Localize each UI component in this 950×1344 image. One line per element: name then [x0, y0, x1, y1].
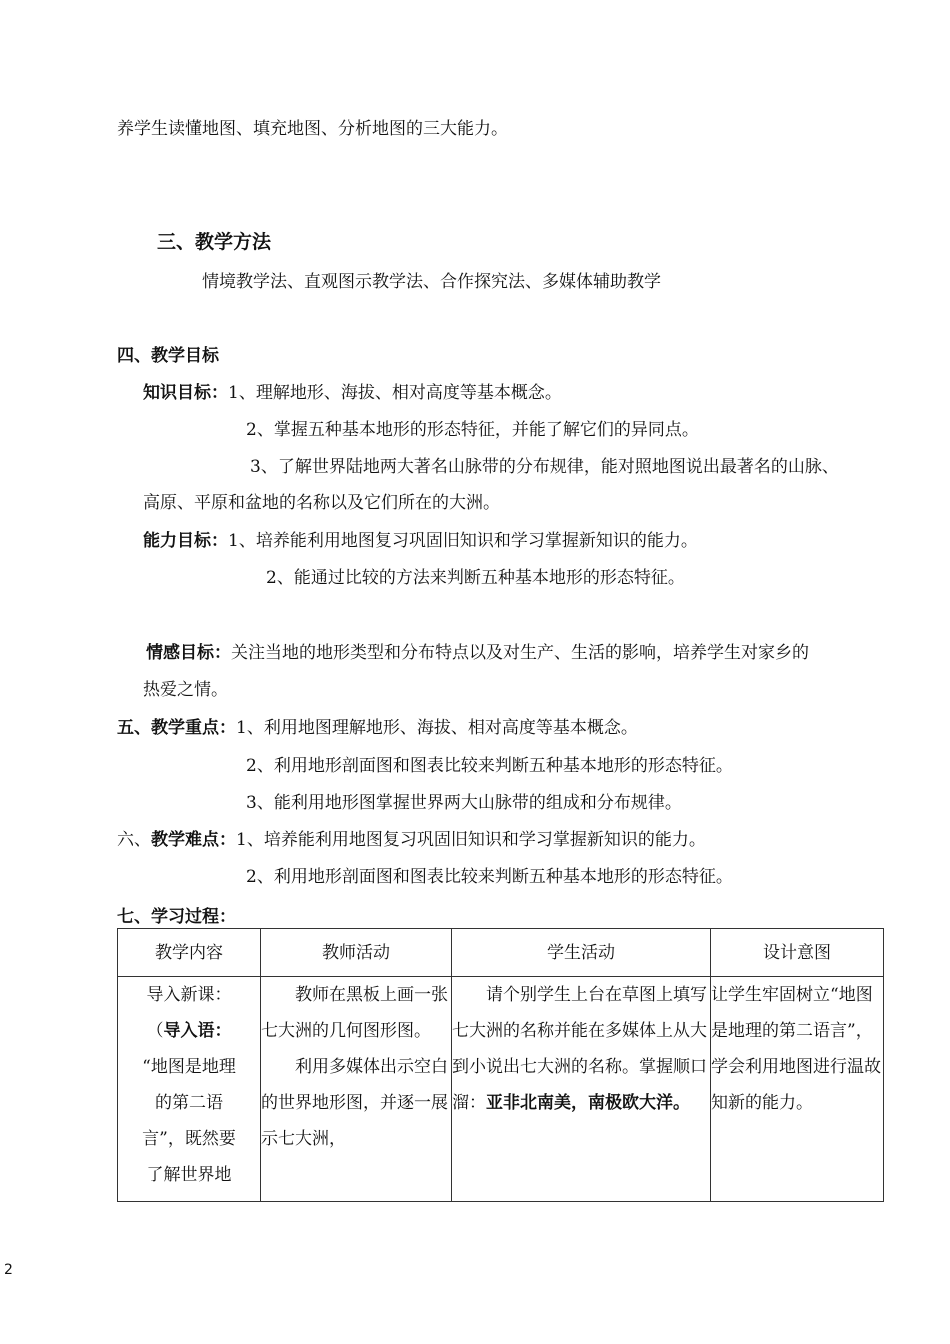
- student-paragraph: [452, 977, 710, 1121]
- header-student-activity: 学生活动: [452, 929, 711, 977]
- cell-student-activity: [452, 977, 711, 1202]
- key-point-2: 2、利用地形剖面图和图表比较来判断五种基本地形的形态特征。: [246, 756, 733, 776]
- header-design-intent: 设计意图: [711, 929, 884, 977]
- section-3-body: 情境教学法、直观图示教学法、合作探究法、多媒体辅助教学: [202, 272, 661, 292]
- content-bold-label: 导入语：: [163, 1021, 232, 1041]
- knowledge-goal-item-1: 1、理解地形、海拔、相对高度等基本概念。: [228, 383, 562, 403]
- knowledge-goal-label: 知识目标：: [143, 383, 228, 403]
- cell-teacher-activity: [261, 977, 452, 1202]
- section-7-heading: 七、学习过程：: [117, 907, 236, 927]
- knowledge-goal-line-1: [143, 382, 562, 404]
- ability-goal-item-1: 1、培养能利用地图复习巩固旧知识和学习掌握新知识的能力。: [228, 531, 698, 551]
- header-teacher-activity: 教师活动: [261, 929, 452, 977]
- key-point-3: 3、能利用地形图掌握世界两大山脉带的组成和分布规律。: [246, 793, 682, 813]
- section-6-number: 六、: [117, 830, 151, 850]
- cell-teaching-content: [118, 977, 261, 1202]
- difficulty-1: 1、培养能利用地图复习巩固旧知识和学习掌握新知识的能力。: [236, 830, 706, 850]
- section-5-heading: 五、教学重点：: [117, 718, 236, 738]
- student-mnemonic: 亚非北南美，南极欧大洋。: [486, 1093, 690, 1113]
- intro-tail-text: 养学生读懂地图、填充地图、分析地图的三大能力。: [117, 119, 508, 139]
- learning-process-table: [117, 928, 884, 1202]
- content-line: 的第二语: [155, 1093, 223, 1113]
- section-3-heading: 三、教学方法: [157, 231, 272, 253]
- key-point-1: 1、利用地图理解地形、海拔、相对高度等基本概念。: [236, 718, 638, 738]
- table-header-row: [118, 929, 884, 977]
- ability-goal-line-1: [143, 530, 698, 552]
- emotion-goal-text-a: 关注当地的地形类型和分布特点以及对生产、生活的影响，培养学生对家乡的: [231, 643, 809, 663]
- section-6-line-1: [117, 829, 706, 851]
- section-4-heading: 四、教学目标: [117, 346, 219, 366]
- intent-text: 让学生牢固树立“地图是地理的第二语言”，学会利用地图进行温故知新的能力。: [711, 985, 881, 1113]
- content-title: 导入新课：: [146, 985, 232, 1005]
- ability-goal-label: 能力目标：: [143, 531, 228, 551]
- knowledge-goal-item-3b: 高原、平原和盆地的名称以及它们所在的大洲。: [143, 493, 500, 513]
- knowledge-goal-item-3a: 3、了解世界陆地两大著名山脉带的分布规律，能对照地图说出最著名的山脉、: [250, 457, 839, 477]
- content-line: “地图是地理: [142, 1057, 236, 1077]
- cell-design-intent: [711, 977, 884, 1202]
- difficulty-2: 2、利用地形剖面图和图表比较来判断五种基本地形的形态特征。: [246, 867, 733, 887]
- emotion-goal-label: 情感目标：: [146, 643, 231, 663]
- ability-goal-item-2: 2、能通过比较的方法来判断五种基本地形的形态特征。: [266, 568, 685, 588]
- emotion-goal-line-1: [146, 642, 809, 664]
- table-row: [118, 977, 884, 1202]
- content-intro-label: （导入语：: [146, 1021, 232, 1041]
- emotion-goal-text-b: 热爱之情。: [143, 680, 228, 700]
- teacher-paragraph-1: 教师在黑板上画一张七大洲的几何图形图。: [261, 985, 448, 1041]
- teacher-paragraph-2: 利用多媒体出示空白的世界地形图，并逐一展示七大洲，: [261, 1057, 448, 1149]
- content-line: 了解世界地: [146, 1165, 232, 1185]
- knowledge-goal-item-2: 2、掌握五种基本地形的形态特征，并能了解它们的异同点。: [246, 420, 699, 440]
- content-line: 言”，既然要: [142, 1129, 236, 1149]
- section-5-line-1: [117, 717, 638, 739]
- page-number: 2: [4, 1262, 13, 1278]
- header-teaching-content: 教学内容: [118, 929, 261, 977]
- student-text: 请个别学生上台在草图上填写七大洲的名称并能在多媒体上从大到小说出七大洲的名称。掌握顺口溜：: [452, 985, 707, 1113]
- section-6-heading: 教学难点：: [151, 830, 236, 850]
